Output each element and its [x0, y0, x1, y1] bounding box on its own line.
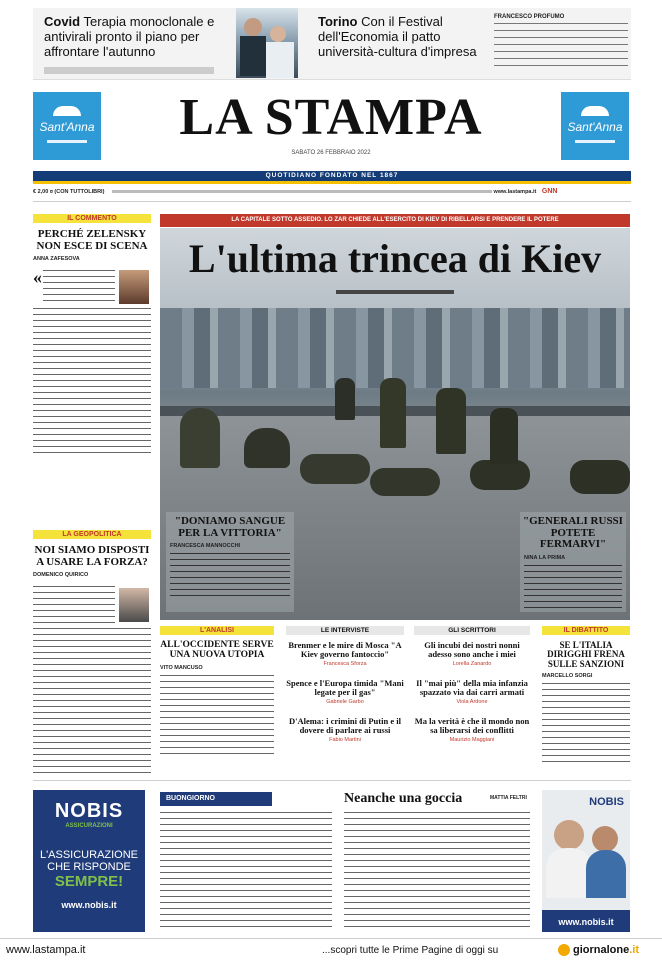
covid-label: Covid — [44, 14, 81, 29]
right-kicker: FRANCESCO PROFUMO — [494, 14, 565, 20]
author-zafesova: ANNA ZAFESOVA — [33, 256, 80, 263]
writer-3-headline[interactable]: Ma la verità è che il mondo non sa liberarsi dei conflitti — [414, 715, 530, 735]
headline-sanzioni[interactable]: SE L'ITALIA DIRIGGHI FRENA SULLE SANZIONI — [547, 640, 625, 669]
col-interviste — [286, 626, 404, 768]
sponsor-left-label: Sant'Anna — [39, 120, 95, 134]
ad-brand-right: NOBIS — [589, 796, 624, 808]
interview-2-headline[interactable]: Spence e l'Europa timida "Mani legate per il gas" — [286, 677, 404, 697]
price-text: € 2,00 ¤ (CON TUTTOLIBRI) — [33, 189, 105, 195]
top-strip-torino[interactable] — [318, 14, 498, 69]
footer — [0, 938, 662, 962]
gnn-logo: GNN — [541, 188, 558, 195]
writer-1-headline[interactable]: Gli incubi dei nostri nonni adesso sono anche i miei — [424, 640, 520, 659]
footer-brand-name: giornalone — [573, 944, 630, 956]
col-scrittori — [414, 626, 530, 768]
interview-1-author: Francesca Sforza — [323, 660, 367, 667]
sponsor-right[interactable] — [561, 92, 629, 160]
col-analisi — [160, 626, 274, 768]
quote-box-right[interactable] — [520, 512, 626, 612]
soldier-1 — [180, 408, 220, 468]
author-photo-quirico — [119, 588, 149, 622]
quote-left-author: FRANCESCA MANNOCCHI — [170, 543, 241, 550]
torino-text: Con il Festival dell'Economia il patto università-cultura d'impresa — [318, 14, 477, 59]
buongiorno-body-right — [344, 812, 530, 932]
buongiorno-tag — [160, 792, 272, 806]
interview-3-author: Fabio Martini — [329, 736, 361, 743]
headline-utopia[interactable]: ALL'OCCIDENTE SERVE UNA NUOVA UTOPIA — [160, 640, 274, 660]
author-mancuso: VITO MANCUSO — [160, 664, 203, 671]
buongiorno-body-left — [160, 812, 332, 932]
tag-analisi: L'ANALISI — [160, 626, 274, 635]
writer-2-author: Viola Ardone — [456, 698, 488, 705]
ad-line1: L'ASSICURAZIONE — [39, 849, 139, 861]
sponsor-left[interactable] — [33, 92, 101, 160]
interview-3-headline[interactable]: D'Alema: i crimini di Putin e il dovere di parlare ai russi — [289, 715, 401, 735]
soldier-5 — [380, 378, 406, 448]
covid-photo — [236, 8, 298, 78]
ad-url-right: www.nobis.it — [558, 917, 614, 927]
website-small[interactable]: www.lastampa.it — [493, 189, 537, 195]
footer-website[interactable]: www.lastampa.it — [6, 944, 86, 956]
col-dibattito — [542, 626, 630, 768]
buongiorno-label: BUONGIORNO — [166, 795, 215, 802]
lead-kicker: LA CAPITALE SOTTO ASSEDIO. LO ZAR CHIEDE ALL'ESERCITO DI KIEV DI RIBELLARSI E PRENDERE IL POTERE — [231, 217, 559, 223]
writer-2-headline[interactable]: Il "mai più" della mia infanzia spazzato via dai carri armati — [416, 677, 528, 697]
buongiorno-author: MATTIA FELTRI — [490, 795, 527, 801]
tag-dibattito: IL DIBATTITO — [542, 626, 630, 635]
soldier-6 — [436, 388, 466, 454]
tag-geopolitica: LA GEOPOLITICA — [33, 530, 151, 539]
ribbon-text: QUOTIDIANO FONDATO NEL 1867 — [265, 172, 399, 179]
quote-box-left[interactable] — [166, 512, 294, 612]
buongiorno-title[interactable]: Neanche una goccia — [344, 791, 463, 806]
top-strip-right — [494, 14, 628, 72]
top-strip-covid[interactable] — [44, 14, 234, 69]
soldier-10 — [570, 460, 630, 494]
masthead-ribbon — [33, 171, 631, 184]
soldier-2 — [244, 428, 290, 468]
writer-1-author: Lorella Zanardo — [452, 660, 492, 667]
quote-right-author: NINA LA PRIMA — [524, 554, 566, 561]
writer-3-author: Maurizio Maggiani — [449, 736, 495, 743]
interview-2-author: Gabriele Garbo — [326, 698, 364, 705]
author-sorgi: MARCELLO SORGI — [542, 673, 593, 680]
left-column: IL COMMENTO PERCHÉ ZELENSKY NON ESCE DI SCENA ANNA ZAFESOVA « LA GEOPOLITICA NOI SIAMO DISPOSTI A USARE LA FORZA? DOMENICO QUIRICO — [33, 214, 151, 774]
tag-scrittori: GLI SCRITTORI — [414, 626, 530, 635]
covid-text: Terapia monoclonale e antivirali pronto il piano per affrontare l'autunno — [44, 14, 215, 59]
headline-zelensky[interactable]: PERCHÉ ZELENSKY NON ESCE DI SCENA — [36, 228, 148, 252]
soldier-7 — [370, 468, 440, 496]
lead-kicker-bar — [160, 214, 630, 227]
call-center-person-2 — [592, 826, 618, 852]
quote-left: "DONIAMO SANGUE PER LA VITTORIA" — [174, 515, 286, 539]
author-photo-zafesova — [119, 270, 149, 304]
ad-sub-left: ASSICURAZIONI — [65, 823, 113, 829]
quote-right: "GENERALI RUSSI POTETE FERMARVI" — [523, 515, 623, 551]
ad-nobis-left[interactable] — [33, 790, 145, 932]
tag-interviste: LE INTERVISTE — [286, 626, 404, 635]
footer-cta: ...scopri tutte le Prime Pagine di oggi su — [322, 945, 499, 956]
lead-headline: L'ultima trincea di Kiev — [188, 236, 602, 281]
torino-label: Torino — [318, 14, 358, 29]
ad-line3: SEMPRE! — [54, 873, 124, 890]
interview-1-headline[interactable]: Brenmer e le mire di Mosca "A Kiev governo fantoccio" — [288, 640, 402, 659]
masthead-rule — [33, 201, 631, 202]
ad-url-left: www.nobis.it — [61, 900, 117, 910]
soldier-8 — [470, 460, 530, 490]
bottom-rule — [33, 780, 631, 781]
call-center-person — [554, 820, 584, 850]
tag-commento: IL COMMENTO — [33, 214, 151, 223]
footer-brand-tld: .it — [629, 944, 640, 956]
sponsor-right-label: Sant'Anna — [567, 120, 623, 134]
soldier-9 — [490, 408, 518, 464]
ad-brand-left: NOBIS — [54, 800, 124, 822]
masthead-date: SABATO 26 FEBBRAIO 2022 — [291, 150, 371, 156]
author-quirico: DOMENICO QUIRICO — [33, 572, 89, 579]
ad-nobis-right[interactable] — [542, 790, 630, 932]
city-skyline — [160, 308, 630, 388]
headline-forza[interactable]: NOI SIAMO DISPOSTI A USARE LA FORZA? — [34, 544, 150, 568]
ad-line2: CHE RISPONDE — [47, 861, 131, 873]
footer-brand[interactable] — [573, 944, 639, 956]
soldier-4 — [335, 378, 355, 420]
giornalone-icon — [558, 944, 570, 956]
masthead-title[interactable]: LA STAMPA — [179, 89, 483, 146]
price-line — [33, 188, 631, 198]
soldier-3 — [300, 454, 370, 484]
